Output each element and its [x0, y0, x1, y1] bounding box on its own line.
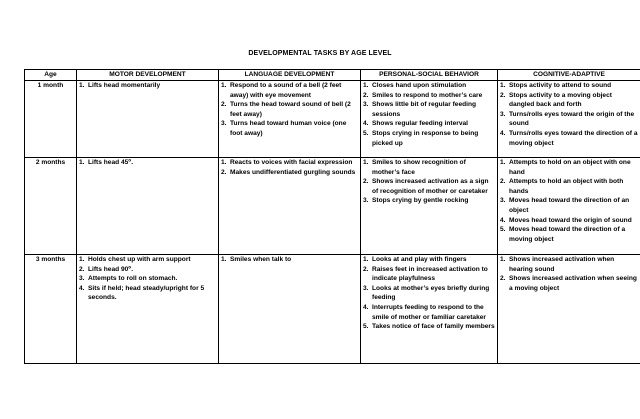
table-row [25, 255, 640, 364]
developmental-tasks-table [24, 69, 640, 364]
list-item: 1. Holds chest up with arm support [79, 256, 191, 263]
header-age: Age [25, 70, 77, 81]
personal-social-cell [361, 158, 498, 255]
list-item: 1. Shows increased activation when hearing sound [500, 256, 615, 273]
list-item: 1. Reacts to voices with facial expression [221, 159, 353, 166]
header-motor: MOTOR DEVELOPMENT [77, 70, 219, 81]
cognitive-cell [498, 255, 640, 364]
age-cell: 1 month [25, 81, 77, 158]
personal-social-cell [361, 81, 498, 158]
list-item: 2. Turns the head toward sound of bell (2 feet away) [221, 101, 351, 118]
list-item: 1. Lifts head 45⁰. [79, 159, 134, 166]
list-item: 1. Lifts head momentarily [79, 82, 161, 89]
table-row [25, 158, 640, 255]
document-title: DEVELOPMENTAL TASKS BY AGE LEVEL [248, 50, 392, 57]
list-item: 2. Shows increased activation when seeing a moving object [500, 275, 637, 292]
list-item: 2. Shows increased activation as a sign of recognition of mother or caretaker [363, 178, 489, 195]
list-item: 1. Closes hand upon stimulation [363, 82, 467, 89]
list-item: 2. Raises feet in increased activation to indicate playfulness [363, 265, 488, 283]
list-item: 4. Interrupts feeding to respond to the smile of mother or familiar caretaker [363, 303, 486, 321]
list-item: 2. Stops activity to a moving object dangled back and forth [500, 91, 612, 109]
list-item: 1. Smiles to show recognition of mother’s face [363, 159, 466, 176]
list-item: 2. Lifts head 90⁰. [79, 265, 134, 273]
list-item: 3. Attempts to roll on stomach. [79, 275, 178, 283]
list-item: 4. Sits if held; head steady/upright for 5 seconds. [79, 284, 205, 302]
list-item: 2. Makes undifferentiated gurgling sounds [221, 168, 356, 176]
list-item: 4. Shows regular feeding interval [363, 120, 468, 128]
list-item: 5. Moves head toward the direction of a moving object [500, 226, 626, 243]
cognitive-cell [498, 158, 640, 255]
list-item: 1. Stops activity to attend to sound [500, 82, 612, 89]
list-item: 3. Looks at mother’s eyes briefly during feeding [363, 284, 490, 302]
header-row [25, 70, 640, 81]
motor-cell [77, 255, 219, 364]
cognitive-cell [498, 81, 640, 158]
table-row [25, 81, 640, 158]
motor-cell [77, 81, 219, 158]
age-cell: 2 months [25, 158, 77, 255]
language-cell [219, 255, 361, 364]
list-item: 2. Attempts to hold an object with both hands [500, 178, 624, 195]
list-item: 3. Shows little bit of regular feeding sessions [363, 101, 477, 118]
list-item: 3. Stops crying by gentle rocking [363, 197, 469, 205]
list-item: 1. Respond to a sound of a bell (2 feet away) with eye movement [221, 82, 342, 99]
list-item: 1. Smiles when talk to [221, 256, 292, 263]
language-cell [219, 81, 361, 158]
motor-cell [77, 158, 219, 255]
list-item: 2. Smiles to respond to mother’s care [363, 91, 483, 99]
age-cell: 3 months [25, 255, 77, 364]
list-item: 4. Moves head toward the origin of sound [500, 216, 632, 224]
list-item: 5. Stops crying in response to being picked up [363, 129, 479, 147]
list-item: 1. Looks at and play with fingers [363, 256, 467, 263]
list-item: 3. Moves head toward the direction of an object [500, 197, 630, 214]
language-cell [219, 158, 361, 255]
header-personal-social: PERSONAL-SOCIAL BEHAVIOR [361, 70, 498, 81]
list-item: 4. Turns/rolls eyes toward the direction of a moving object [500, 129, 638, 147]
list-item: 3. Turns/rolls eyes toward the origin of the sound [500, 110, 635, 128]
personal-social-cell [361, 255, 498, 364]
list-item: 1. Attempts to hold on an object with one hand [500, 159, 631, 176]
list-item: 3. Turns head toward human voice (one foot away) [221, 120, 347, 137]
header-cognitive: COGNITIVE-ADAPTIVE [498, 70, 640, 81]
list-item: 5. Takes notice of face of family members [363, 323, 495, 331]
header-language: LANGUAGE DEVELOPMENT [219, 70, 361, 81]
